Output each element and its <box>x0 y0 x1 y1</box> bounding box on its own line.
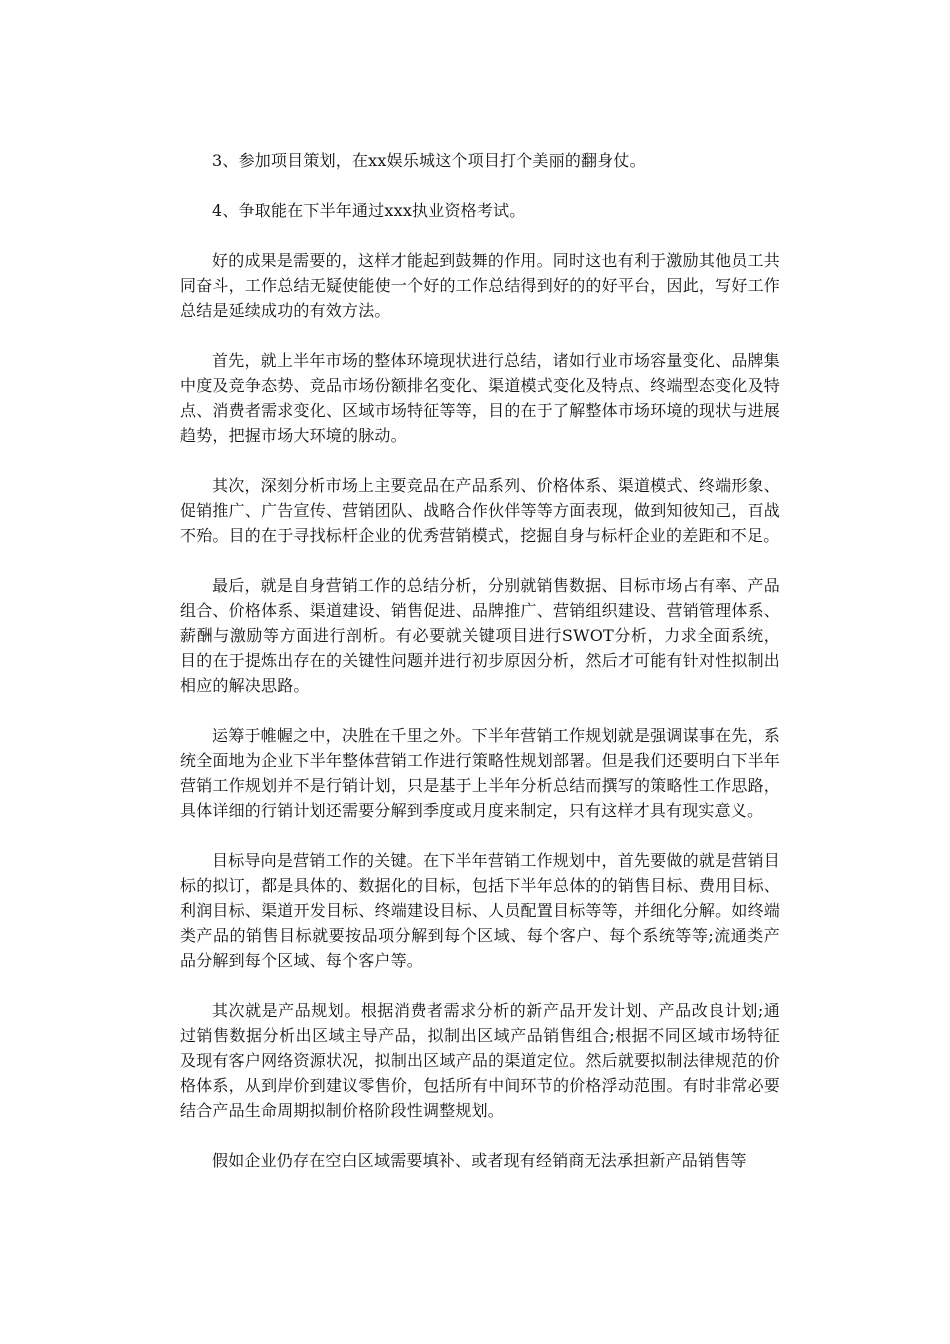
paragraph-blank-regions: 假如企业仍存在空白区域需要填补、或者现有经销商无法承担新产品销售等 <box>212 1151 747 1170</box>
paragraph-goal-4: 4、争取能在下半年通过xxx执业资格考试。 <box>212 201 526 220</box>
paragraph-target-orientation: 目标导向是营销工作的关键。在下半年营销工作规划中，首先要做的就是营销目标的拟订，都是具体的、数据化的目标，包括下半年总体的的销售目标、费用目标、利润目标、渠道开发目标、终端建设目标、人员配置目标等等，并细化分解。如终端类产品的销售目标就要按品项分解到每个区域、每个客户、每个系统等等;流通类产品分解到每个区域、每个客户等。 <box>180 851 780 970</box>
paragraph-self-analysis: 最后，就是自身营销工作的总结分析，分别就销售数据、目标市场占有率、产品组合、价格体系、渠道建设、销售促进、品牌推广、营销组织建设、营销管理体系、薪酬与激励等方面进行剖析。有必要就关键项目进行SWOT分析，力求全面系统，目的在于提炼出存在的关键性问题并进行初步原因分析，然后才可能有针对性拟制出相应的解决思路。 <box>180 576 780 695</box>
paragraph-market-environment: 首先，就上半年市场的整体环境现状进行总结，诸如行业市场容量变化、品牌集中度及竞争态势、竞品市场份额排名变化、渠道模式变化及特点、终端型态变化及特点、消费者需求变化、区域市场特征等等，目的在于了解整体市场环境的现状与进展趋势，把握市场大环境的脉动。 <box>180 351 780 445</box>
paragraph-competitor-analysis: 其次，深刻分析市场上主要竞品在产品系列、价格体系、渠道模式、终端形象、促销推广、广告宣传、营销团队、战略合作伙伴等等方面表现，做到知彼知己，百战不殆。目的在于寻找标杆企业的优秀营销模式，挖掘自身与标杆企业的差距和不足。 <box>180 476 780 545</box>
paragraph-planning: 运筹于帷幄之中，决胜在千里之外。下半年营销工作规划就是强调谋事在先，系统全面地为企业下半年整体营销工作进行策略性规划部署。但是我们还要明白下半年营销工作规划并不是行销计划，只是基于上半年分析总结而撰写的策略性工作思路，具体详细的行销计划还需要分解到季度或月度来制定，只有这样才具有现实意义。 <box>180 726 780 820</box>
paragraph-results: 好的成果是需要的，这样才能起到鼓舞的作用。同时这也有利于激励其他员工共同奋斗，工作总结无疑使能使一个好的工作总结得到好的的好平台，因此，写好工作总结是延续成功的有效方法。 <box>180 251 780 320</box>
paragraph-product-planning: 其次就是产品规划。根据消费者需求分析的新产品开发计划、产品改良计划;通过销售数据分析出区域主导产品，拟制出区域产品销售组合;根据不同区域市场特征及现有客户网络资源状况，拟制出区域产品的渠道定位。然后就要拟制法律规范的价格体系，从到岸价到建议零售价，包括所有中间环节的价格浮动范围。有时非常必要结合产品生命周期拟制价格阶段性调整规划。 <box>180 1001 780 1120</box>
document-body <box>180 148 780 1173</box>
paragraph-goal-3: 3、参加项目策划，在xx娱乐城这个项目打个美丽的翻身仗。 <box>212 151 646 170</box>
